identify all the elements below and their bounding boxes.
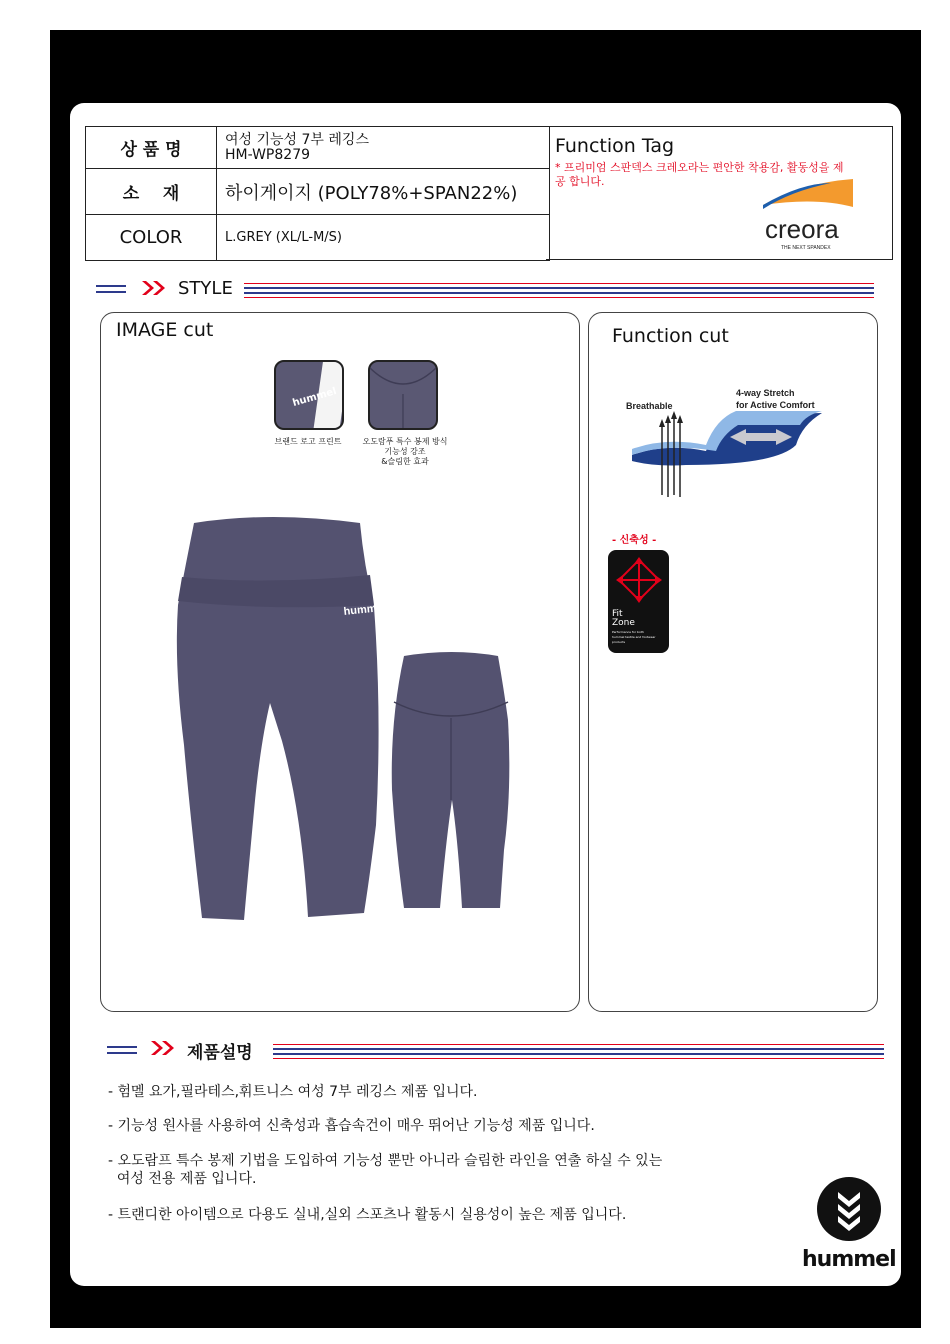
creora-wordmark: creora bbox=[765, 214, 839, 244]
style-section-label: STYLE bbox=[178, 278, 233, 299]
fit-zone-title-1: Fit bbox=[612, 609, 623, 619]
front-waist-logo: hummel bbox=[343, 601, 387, 618]
description-line-1: - 험멜 요가,필라테스,휘트니스 여성 7부 레깅스 제품 입니다. bbox=[108, 1084, 478, 1100]
stretch-fabric-diagram bbox=[626, 385, 836, 500]
double-chevron-icon bbox=[149, 1039, 179, 1057]
style-section-header bbox=[96, 279, 874, 299]
hummel-logo-mark bbox=[816, 1176, 882, 1242]
stretch-label: - 신축성 - bbox=[612, 535, 657, 546]
style-left-lines bbox=[96, 283, 126, 297]
breathable-label: Breathable bbox=[626, 401, 673, 411]
double-chevron-icon bbox=[140, 279, 170, 297]
description-line-2: - 기능성 원사를 사용하여 신축성과 흡습속건이 매우 뛰어난 기능성 제품 입니다. bbox=[108, 1118, 595, 1134]
creora-logo bbox=[761, 179, 861, 254]
fit-zone-title-2: Zone bbox=[612, 618, 635, 628]
color-label: COLOR bbox=[86, 215, 217, 261]
four-way-arrow-icon bbox=[614, 556, 664, 604]
product-name-value bbox=[217, 127, 550, 169]
spec-table bbox=[85, 126, 550, 261]
leggings-front-image bbox=[160, 515, 390, 925]
description-line-3: - 오도람프 특수 봉제 기법을 도입하여 기능성 뿐만 아니라 슬림한 라인을 연출 하실 수 있는 bbox=[108, 1153, 663, 1169]
fit-zone-tag bbox=[608, 550, 669, 653]
description-line-4: 여성 전용 제품 입니다. bbox=[108, 1171, 257, 1187]
product-name: 여성 기능성 7부 레깅스 bbox=[225, 131, 369, 148]
desc-right-lines bbox=[273, 1044, 884, 1058]
product-name-label: 상 품 명 bbox=[86, 127, 217, 169]
fit-zone-small-2: hummel textile and footwear bbox=[612, 635, 656, 639]
function-tag-box bbox=[546, 126, 893, 260]
description-section-label: 제품설명 bbox=[187, 1043, 253, 1063]
logo-detail-swatch bbox=[274, 360, 344, 430]
image-cut-title: IMAGE cut bbox=[116, 319, 214, 341]
seam-caption-3: &슬림한 효과 bbox=[381, 457, 429, 466]
color-value: L.GREY (XL/L-M/S) bbox=[217, 215, 550, 261]
seam-caption-1: 오도람푸 특수 봉제 방식 bbox=[362, 437, 448, 446]
style-right-lines bbox=[244, 283, 874, 297]
leggings-back-image bbox=[382, 650, 522, 910]
description-section-header bbox=[107, 1040, 884, 1063]
description-line-5: - 트랜디한 아이템으로 다용도 실내,실외 스포츠나 활동시 실용성이 높은 제품 입니다. bbox=[108, 1207, 627, 1223]
product-code: HM-WP8279 bbox=[225, 146, 311, 163]
material-value: 하이게이지 (POLY78%+SPAN22%) bbox=[217, 169, 550, 215]
hummel-wordmark: hummel bbox=[802, 1247, 896, 1272]
seam-caption-2: 기능성 강조 bbox=[384, 447, 426, 456]
seam-detail-caption bbox=[350, 437, 460, 467]
creora-tagline: THE NEXT SPANDEX bbox=[781, 245, 831, 251]
function-cut-title: Function cut bbox=[612, 325, 729, 347]
desc-left-lines bbox=[107, 1044, 137, 1058]
logo-detail-caption: 브랜드 로고 프린트 bbox=[274, 437, 342, 446]
fit-zone-small-3: products bbox=[612, 640, 626, 644]
fit-zone-small-1: Performance for both bbox=[612, 630, 644, 634]
seam-detail-swatch bbox=[368, 360, 438, 430]
stretch-label-2: for Active Comfort bbox=[736, 400, 815, 410]
function-tag-note: * 프리미엄 스판덱스 크레오라는 편안한 착용감, 활동성을 제공 합니다. bbox=[555, 161, 844, 188]
material-label: 소 재 bbox=[86, 169, 217, 215]
swatch-logo: hummel bbox=[291, 385, 338, 410]
stretch-label-1: 4-way Stretch bbox=[736, 388, 795, 398]
function-tag-title: Function Tag bbox=[555, 135, 675, 157]
